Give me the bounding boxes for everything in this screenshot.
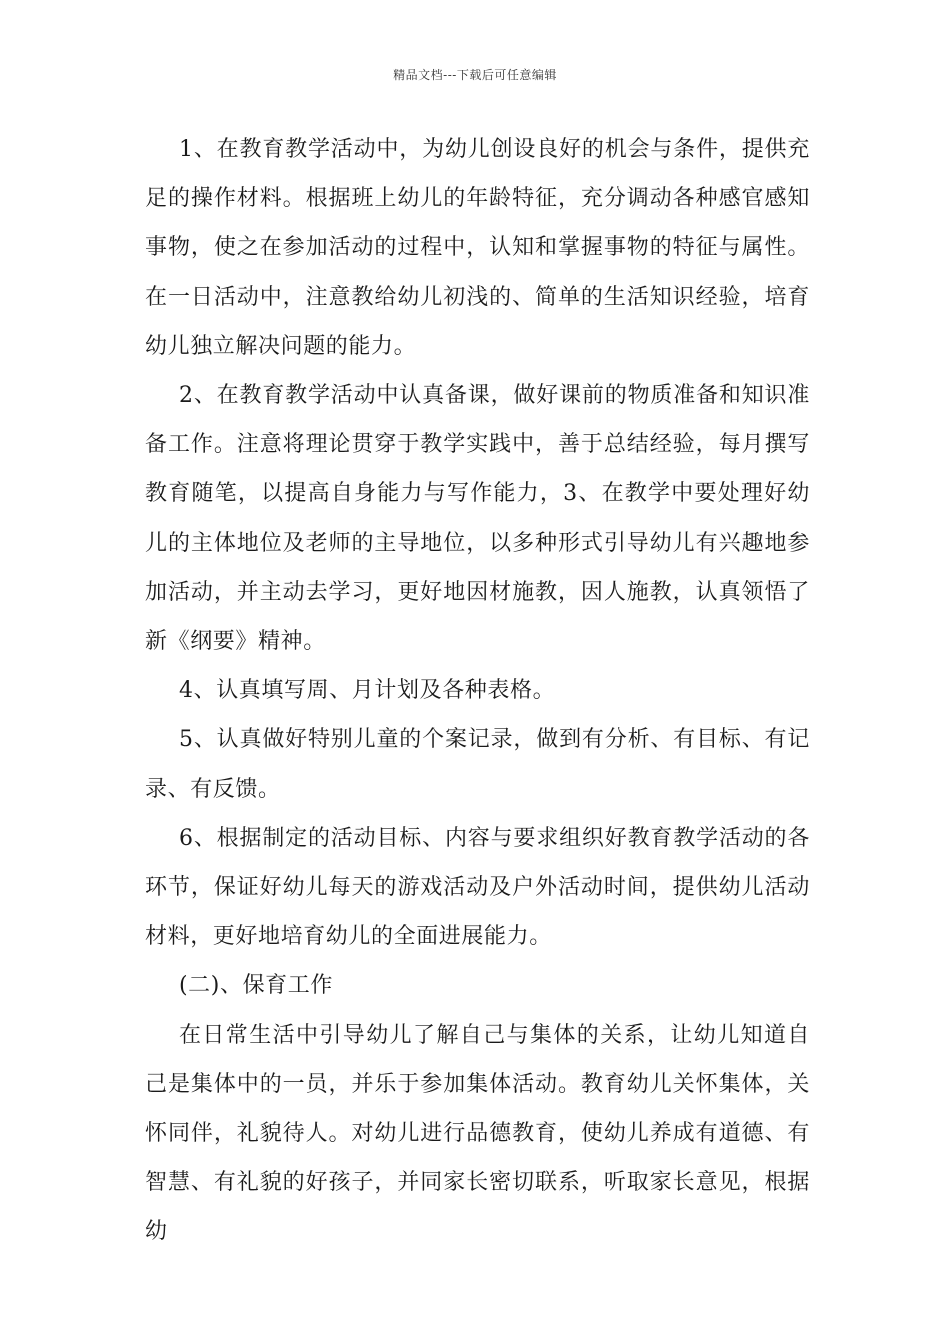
paragraph-item-1: 1、在教育教学活动中，为幼儿创设良好的机会与条件，提供充足的操作材料。根据班上幼儿的年龄特征，充分调动各种感官感知事物，使之在参加活动的过程中，认知和掌握事物的特征与属性。在一日活动中，注意教给幼儿初浅的、简单的生活知识经验，培育幼儿独立解决问题的能力。 [145, 137, 810, 359]
paragraph-item-4: 4、认真填写周、月计划及各种表格。 [179, 678, 556, 704]
paragraph-item-2: 2、在教育教学活动中认真备课，做好课前的物质准备和知识准备工作。注意将理论贯穿于教学实践中，善于总结经验，每月撰写教育随笔，以提高自身能力与写作能力，3、在教学中要处理好幼儿的主体地位及老师的主导地位，以多种形式引导幼儿有兴趣地参加活动，并主动去学习，更好地因材施教，因人施教，认真领悟了新《纲要》精神。 [145, 383, 810, 655]
paragraph-care-work: 在日常生活中引导幼儿了解自己与集体的关系，让幼儿知道自己是集体中的一员，并乐于参加集体活动。教育幼儿关怀集体，关怀同伴，礼貌待人。对幼儿进行品德教育，使幼儿养成有道德、有智慧、有礼貌的好孩子，并同家长密切联系，听取家长意见，根据幼 [145, 1022, 810, 1245]
document-body [145, 125, 810, 1257]
page-header: 精品文档---下载后可任意编辑 [393, 68, 557, 82]
section-heading: (二)、保育工作 [179, 973, 333, 999]
paragraph-item-6: 6、根据制定的活动目标、内容与要求组织好教育教学活动的各环节，保证好幼儿每天的游戏活动及户外活动时间，提供幼儿活动材料，更好地培育幼儿的全面进展能力。 [145, 825, 810, 950]
paragraph-item-5: 5、认真做好特别儿童的个案记录，做到有分析、有目标、有记录、有反馈。 [145, 727, 810, 802]
